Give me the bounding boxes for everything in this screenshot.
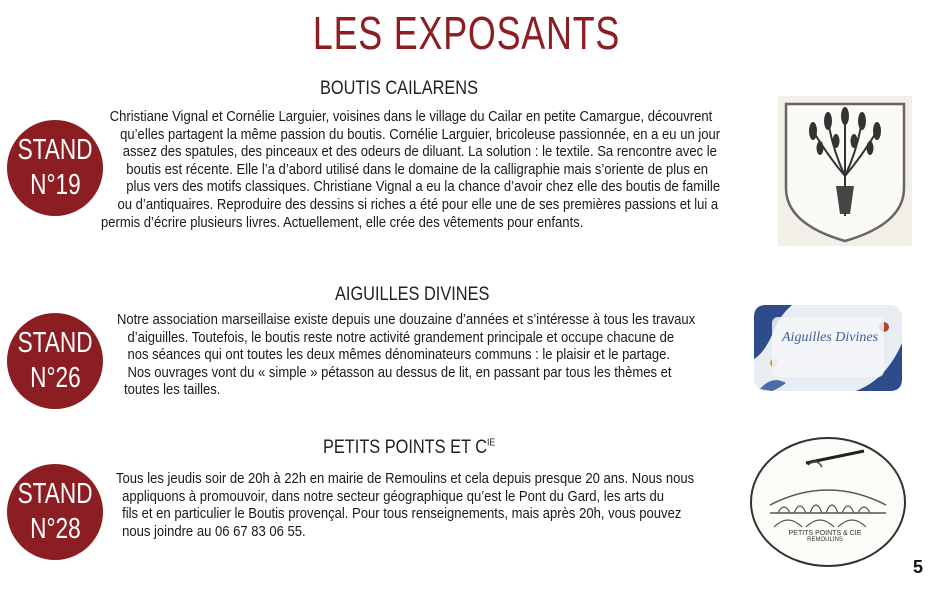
- exhibitor-name-sup: IE: [487, 437, 496, 449]
- stand-number: N°28: [29, 513, 81, 545]
- exhibitor-description: [117, 311, 745, 399]
- description-line: Tous les jeudis soir de 20h à 22h en mairie de Remoulins et cela depuis presque 20 ans. Nous nous: [116, 470, 695, 487]
- description-line: appliquons à promouvoir, dans notre secteur géographique qu’est le Pont du Gard, les arts du: [122, 487, 665, 505]
- stand-badge: [7, 120, 103, 216]
- description-line: permis d’écrire plusieurs livres. Actuellement, elle crée des vêtements pour enfants.: [101, 213, 584, 231]
- description-line: d’aiguilles. Toutefois, le boutis reste notre activité grandement principale et occupe chacune de: [127, 328, 675, 346]
- description-line: plus vers des motifs classiques. Christiane Vignal a eu la chance d’avoir chez elle des boutis de famille: [126, 178, 721, 196]
- wheat-shield-logo: [778, 96, 912, 246]
- exhibitor-description: [101, 108, 769, 231]
- stand-label: STAND: [17, 134, 93, 167]
- page-number: 5: [912, 557, 923, 577]
- exhibitor-name-main: PETITS POINTS ET C: [323, 437, 488, 458]
- exhibitor-description: [116, 470, 741, 540]
- description-line: nos séances qui ont toutes les deux mêmes dénominateurs communs : le plaisir et le partage.: [127, 346, 671, 364]
- description-line: boutis est récente. Elle l’a d’abord utilisé dans le domaine de la calligraphie mais s’oriente de plus en: [126, 160, 709, 178]
- exhibitor-name: BOUTIS CAILARENS: [320, 78, 478, 99]
- description-line: fils et en particulier le Boutis provençal. Pour tous renseignements, mais après 20h, vous pouvez: [122, 505, 682, 523]
- aiguilles-divines-logo: [752, 303, 904, 393]
- description-line: Notre association marseillaise existe depuis une douzaine d’années et s’intéresse à tous les travaux: [117, 311, 696, 328]
- description-line: Nos ouvrages vont du « simple » pétasson au dessus de lit, en passant par tous les thèmes et: [127, 363, 672, 381]
- stand-label: STAND: [17, 327, 93, 360]
- description-line: toutes les tailles.: [123, 381, 221, 399]
- description-line: qu’elles partagent la même passion du boutis. Cornélie Larguier, bricoleuse passionnée, en a eu un jour: [120, 125, 721, 143]
- stand-number: N°26: [29, 362, 81, 394]
- logo-text: [780, 530, 870, 543]
- description-line: ou d’antiquaires. Reproduire des dessins si riches a été pour elle une de ses premières passions et lui a: [117, 195, 719, 213]
- exhibitor-name: [323, 437, 495, 459]
- logo-title: PETITS POINTS & CIE: [788, 530, 862, 537]
- stand-badge: [7, 464, 103, 560]
- description-line: Christiane Vignal et Cornélie Larguier, voisines dans le village du Cailar en petite Camargue, découvrent: [109, 108, 713, 125]
- stand-badge: [7, 313, 103, 409]
- logo-text: Aiguilles Divines: [782, 330, 879, 345]
- petits-points-logo: [748, 435, 908, 570]
- stand-label: STAND: [17, 478, 93, 511]
- description-line: assez des spatules, des pinceaux et des odeurs de diluant. La solution : le textile. Sa rencontre avec le: [122, 143, 717, 161]
- description-line: nous joindre au 06 67 83 06 55.: [122, 522, 306, 540]
- stand-number: N°19: [29, 169, 81, 201]
- logo-subtitle: REMOULINS: [807, 537, 843, 543]
- page-title: LES EXPOSANTS: [312, 7, 621, 59]
- exhibitor-name: AIGUILLES DIVINES: [335, 284, 490, 305]
